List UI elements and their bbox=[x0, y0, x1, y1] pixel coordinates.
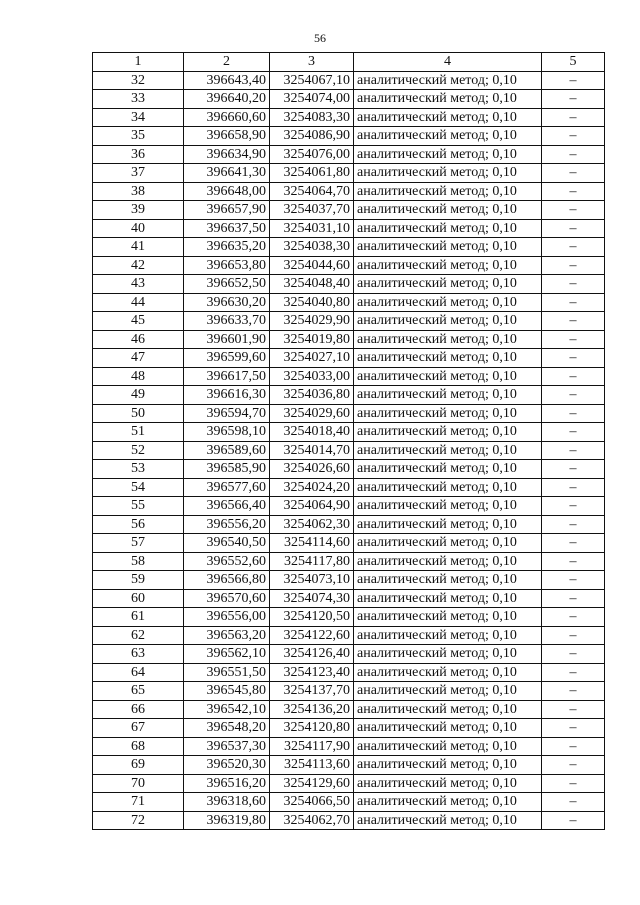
cell-point-number: 68 bbox=[93, 737, 184, 756]
table-row bbox=[93, 256, 605, 275]
table-row bbox=[93, 164, 605, 183]
cell-y-coordinate: 3254126,40 bbox=[270, 645, 354, 664]
cell-note: – bbox=[542, 238, 605, 257]
cell-note: – bbox=[542, 515, 605, 534]
cell-y-coordinate: 3254117,90 bbox=[270, 737, 354, 756]
cell-y-coordinate: 3254062,70 bbox=[270, 811, 354, 830]
table-row bbox=[93, 386, 605, 405]
cell-y-coordinate: 3254014,70 bbox=[270, 441, 354, 460]
cell-y-coordinate: 3254076,00 bbox=[270, 145, 354, 164]
table-row bbox=[93, 71, 605, 90]
cell-x-coordinate: 396648,00 bbox=[184, 182, 270, 201]
cell-y-coordinate: 3254040,80 bbox=[270, 293, 354, 312]
cell-note: – bbox=[542, 793, 605, 812]
cell-point-number: 48 bbox=[93, 367, 184, 386]
cell-note: – bbox=[542, 423, 605, 442]
cell-note: – bbox=[542, 608, 605, 627]
cell-note: – bbox=[542, 349, 605, 368]
table-row bbox=[93, 404, 605, 423]
column-header-point-number: 1 bbox=[93, 53, 184, 72]
cell-method: аналитический метод; 0,10 bbox=[354, 774, 542, 793]
table-row bbox=[93, 756, 605, 775]
cell-method: аналитический метод; 0,10 bbox=[354, 571, 542, 590]
cell-point-number: 47 bbox=[93, 349, 184, 368]
cell-point-number: 33 bbox=[93, 90, 184, 109]
cell-point-number: 36 bbox=[93, 145, 184, 164]
cell-method: аналитический метод; 0,10 bbox=[354, 90, 542, 109]
cell-method: аналитический метод; 0,10 bbox=[354, 534, 542, 553]
cell-method: аналитический метод; 0,10 bbox=[354, 367, 542, 386]
cell-y-coordinate: 3254137,70 bbox=[270, 682, 354, 701]
cell-y-coordinate: 3254086,90 bbox=[270, 127, 354, 146]
cell-point-number: 54 bbox=[93, 478, 184, 497]
cell-note: – bbox=[542, 367, 605, 386]
table-row bbox=[93, 441, 605, 460]
cell-method: аналитический метод; 0,10 bbox=[354, 423, 542, 442]
table-row bbox=[93, 700, 605, 719]
cell-point-number: 44 bbox=[93, 293, 184, 312]
cell-point-number: 46 bbox=[93, 330, 184, 349]
cell-x-coordinate: 396563,20 bbox=[184, 626, 270, 645]
cell-x-coordinate: 396653,80 bbox=[184, 256, 270, 275]
cell-x-coordinate: 396599,60 bbox=[184, 349, 270, 368]
table-row bbox=[93, 238, 605, 257]
cell-x-coordinate: 396552,60 bbox=[184, 552, 270, 571]
cell-note: – bbox=[542, 811, 605, 830]
coordinates-table bbox=[92, 52, 605, 830]
cell-point-number: 41 bbox=[93, 238, 184, 257]
cell-method: аналитический метод; 0,10 bbox=[354, 404, 542, 423]
cell-y-coordinate: 3254114,60 bbox=[270, 534, 354, 553]
cell-y-coordinate: 3254123,40 bbox=[270, 663, 354, 682]
cell-point-number: 58 bbox=[93, 552, 184, 571]
cell-note: – bbox=[542, 127, 605, 146]
cell-method: аналитический метод; 0,10 bbox=[354, 330, 542, 349]
cell-x-coordinate: 396594,70 bbox=[184, 404, 270, 423]
table-row bbox=[93, 460, 605, 479]
cell-x-coordinate: 396551,50 bbox=[184, 663, 270, 682]
cell-point-number: 71 bbox=[93, 793, 184, 812]
cell-point-number: 62 bbox=[93, 626, 184, 645]
cell-x-coordinate: 396570,60 bbox=[184, 589, 270, 608]
cell-note: – bbox=[542, 552, 605, 571]
table-row bbox=[93, 312, 605, 331]
cell-y-coordinate: 3254027,10 bbox=[270, 349, 354, 368]
cell-y-coordinate: 3254019,80 bbox=[270, 330, 354, 349]
cell-note: – bbox=[542, 478, 605, 497]
page-number: 56 bbox=[314, 31, 326, 45]
cell-y-coordinate: 3254064,90 bbox=[270, 497, 354, 516]
cell-method: аналитический метод; 0,10 bbox=[354, 182, 542, 201]
cell-method: аналитический метод; 0,10 bbox=[354, 719, 542, 738]
cell-y-coordinate: 3254036,80 bbox=[270, 386, 354, 405]
table-row bbox=[93, 127, 605, 146]
cell-note: – bbox=[542, 108, 605, 127]
cell-x-coordinate: 396598,10 bbox=[184, 423, 270, 442]
table-row bbox=[93, 589, 605, 608]
cell-x-coordinate: 396516,20 bbox=[184, 774, 270, 793]
cell-y-coordinate: 3254031,10 bbox=[270, 219, 354, 238]
cell-y-coordinate: 3254074,30 bbox=[270, 589, 354, 608]
cell-note: – bbox=[542, 534, 605, 553]
table-row bbox=[93, 737, 605, 756]
cell-note: – bbox=[542, 682, 605, 701]
table-row bbox=[93, 423, 605, 442]
cell-method: аналитический метод; 0,10 bbox=[354, 645, 542, 664]
table-row bbox=[93, 811, 605, 830]
cell-method: аналитический метод; 0,10 bbox=[354, 71, 542, 90]
cell-point-number: 52 bbox=[93, 441, 184, 460]
table-row bbox=[93, 682, 605, 701]
cell-point-number: 42 bbox=[93, 256, 184, 275]
table-row bbox=[93, 145, 605, 164]
cell-method: аналитический метод; 0,10 bbox=[354, 108, 542, 127]
cell-method: аналитический метод; 0,10 bbox=[354, 312, 542, 331]
cell-y-coordinate: 3254038,30 bbox=[270, 238, 354, 257]
cell-y-coordinate: 3254026,60 bbox=[270, 460, 354, 479]
table-row bbox=[93, 108, 605, 127]
cell-y-coordinate: 3254083,30 bbox=[270, 108, 354, 127]
cell-note: – bbox=[542, 589, 605, 608]
table-row bbox=[93, 515, 605, 534]
cell-note: – bbox=[542, 645, 605, 664]
column-header-note: 5 bbox=[542, 53, 605, 72]
cell-x-coordinate: 396562,10 bbox=[184, 645, 270, 664]
cell-y-coordinate: 3254074,00 bbox=[270, 90, 354, 109]
cell-point-number: 57 bbox=[93, 534, 184, 553]
cell-note: – bbox=[542, 497, 605, 516]
cell-note: – bbox=[542, 71, 605, 90]
cell-point-number: 35 bbox=[93, 127, 184, 146]
cell-note: – bbox=[542, 145, 605, 164]
cell-method: аналитический метод; 0,10 bbox=[354, 608, 542, 627]
cell-note: – bbox=[542, 90, 605, 109]
cell-method: аналитический метод; 0,10 bbox=[354, 349, 542, 368]
cell-y-coordinate: 3254073,10 bbox=[270, 571, 354, 590]
cell-point-number: 59 bbox=[93, 571, 184, 590]
cell-point-number: 55 bbox=[93, 497, 184, 516]
cell-method: аналитический метод; 0,10 bbox=[354, 460, 542, 479]
cell-method: аналитический метод; 0,10 bbox=[354, 756, 542, 775]
cell-method: аналитический метод; 0,10 bbox=[354, 293, 542, 312]
cell-method: аналитический метод; 0,10 bbox=[354, 682, 542, 701]
cell-method: аналитический метод; 0,10 bbox=[354, 589, 542, 608]
cell-point-number: 51 bbox=[93, 423, 184, 442]
table-row bbox=[93, 182, 605, 201]
cell-point-number: 45 bbox=[93, 312, 184, 331]
cell-note: – bbox=[542, 330, 605, 349]
cell-y-coordinate: 3254029,90 bbox=[270, 312, 354, 331]
cell-x-coordinate: 396548,20 bbox=[184, 719, 270, 738]
table-row bbox=[93, 571, 605, 590]
table-row bbox=[93, 478, 605, 497]
cell-method: аналитический метод; 0,10 bbox=[354, 219, 542, 238]
cell-point-number: 70 bbox=[93, 774, 184, 793]
cell-method: аналитический метод; 0,10 bbox=[354, 737, 542, 756]
cell-note: – bbox=[542, 626, 605, 645]
cell-x-coordinate: 396540,50 bbox=[184, 534, 270, 553]
cell-y-coordinate: 3254044,60 bbox=[270, 256, 354, 275]
cell-point-number: 65 bbox=[93, 682, 184, 701]
cell-point-number: 61 bbox=[93, 608, 184, 627]
cell-point-number: 53 bbox=[93, 460, 184, 479]
cell-x-coordinate: 396566,80 bbox=[184, 571, 270, 590]
table-row bbox=[93, 330, 605, 349]
cell-x-coordinate: 396585,90 bbox=[184, 460, 270, 479]
cell-note: – bbox=[542, 164, 605, 183]
cell-method: аналитический метод; 0,10 bbox=[354, 441, 542, 460]
cell-x-coordinate: 396637,50 bbox=[184, 219, 270, 238]
cell-method: аналитический метод; 0,10 bbox=[354, 275, 542, 294]
cell-method: аналитический метод; 0,10 bbox=[354, 127, 542, 146]
cell-y-coordinate: 3254120,80 bbox=[270, 719, 354, 738]
table-row bbox=[93, 645, 605, 664]
cell-y-coordinate: 3254064,70 bbox=[270, 182, 354, 201]
cell-x-coordinate: 396577,60 bbox=[184, 478, 270, 497]
table-row bbox=[93, 626, 605, 645]
cell-y-coordinate: 3254029,60 bbox=[270, 404, 354, 423]
cell-x-coordinate: 396319,80 bbox=[184, 811, 270, 830]
cell-y-coordinate: 3254136,20 bbox=[270, 700, 354, 719]
cell-y-coordinate: 3254122,60 bbox=[270, 626, 354, 645]
cell-method: аналитический метод; 0,10 bbox=[354, 811, 542, 830]
cell-method: аналитический метод; 0,10 bbox=[354, 700, 542, 719]
cell-method: аналитический метод; 0,10 bbox=[354, 497, 542, 516]
cell-x-coordinate: 396556,00 bbox=[184, 608, 270, 627]
cell-y-coordinate: 3254024,20 bbox=[270, 478, 354, 497]
cell-method: аналитический метод; 0,10 bbox=[354, 201, 542, 220]
cell-y-coordinate: 3254113,60 bbox=[270, 756, 354, 775]
cell-x-coordinate: 396652,50 bbox=[184, 275, 270, 294]
cell-point-number: 39 bbox=[93, 201, 184, 220]
cell-x-coordinate: 396633,70 bbox=[184, 312, 270, 331]
cell-method: аналитический метод; 0,10 bbox=[354, 478, 542, 497]
cell-point-number: 60 bbox=[93, 589, 184, 608]
cell-note: – bbox=[542, 201, 605, 220]
cell-method: аналитический метод; 0,10 bbox=[354, 515, 542, 534]
cell-note: – bbox=[542, 774, 605, 793]
cell-x-coordinate: 396660,60 bbox=[184, 108, 270, 127]
cell-point-number: 64 bbox=[93, 663, 184, 682]
column-header-method: 4 bbox=[354, 53, 542, 72]
cell-note: – bbox=[542, 182, 605, 201]
cell-x-coordinate: 396318,60 bbox=[184, 793, 270, 812]
cell-point-number: 56 bbox=[93, 515, 184, 534]
cell-x-coordinate: 396641,30 bbox=[184, 164, 270, 183]
cell-point-number: 67 bbox=[93, 719, 184, 738]
cell-x-coordinate: 396643,40 bbox=[184, 71, 270, 90]
cell-note: – bbox=[542, 275, 605, 294]
table-row bbox=[93, 608, 605, 627]
cell-y-coordinate: 3254033,00 bbox=[270, 367, 354, 386]
cell-note: – bbox=[542, 441, 605, 460]
table-row bbox=[93, 719, 605, 738]
cell-point-number: 38 bbox=[93, 182, 184, 201]
table-row bbox=[93, 552, 605, 571]
table-row bbox=[93, 497, 605, 516]
table-header bbox=[93, 53, 605, 72]
table-row bbox=[93, 293, 605, 312]
cell-y-coordinate: 3254018,40 bbox=[270, 423, 354, 442]
cell-y-coordinate: 3254067,10 bbox=[270, 71, 354, 90]
cell-y-coordinate: 3254048,40 bbox=[270, 275, 354, 294]
table-row bbox=[93, 275, 605, 294]
cell-y-coordinate: 3254062,30 bbox=[270, 515, 354, 534]
cell-x-coordinate: 396640,20 bbox=[184, 90, 270, 109]
table-row bbox=[93, 663, 605, 682]
cell-x-coordinate: 396542,10 bbox=[184, 700, 270, 719]
cell-note: – bbox=[542, 293, 605, 312]
cell-note: – bbox=[542, 571, 605, 590]
header-row bbox=[93, 53, 605, 72]
cell-x-coordinate: 396630,20 bbox=[184, 293, 270, 312]
cell-method: аналитический метод; 0,10 bbox=[354, 238, 542, 257]
table-row bbox=[93, 793, 605, 812]
cell-x-coordinate: 396545,80 bbox=[184, 682, 270, 701]
cell-x-coordinate: 396537,30 bbox=[184, 737, 270, 756]
cell-x-coordinate: 396635,20 bbox=[184, 238, 270, 257]
table-row bbox=[93, 367, 605, 386]
cell-method: аналитический метод; 0,10 bbox=[354, 552, 542, 571]
cell-note: – bbox=[542, 460, 605, 479]
cell-point-number: 40 bbox=[93, 219, 184, 238]
cell-y-coordinate: 3254066,50 bbox=[270, 793, 354, 812]
cell-note: – bbox=[542, 256, 605, 275]
cell-note: – bbox=[542, 312, 605, 331]
cell-y-coordinate: 3254117,80 bbox=[270, 552, 354, 571]
cell-point-number: 66 bbox=[93, 700, 184, 719]
table-body bbox=[93, 71, 605, 830]
cell-x-coordinate: 396589,60 bbox=[184, 441, 270, 460]
cell-note: – bbox=[542, 719, 605, 738]
cell-note: – bbox=[542, 404, 605, 423]
cell-x-coordinate: 396601,90 bbox=[184, 330, 270, 349]
cell-x-coordinate: 396520,30 bbox=[184, 756, 270, 775]
cell-x-coordinate: 396657,90 bbox=[184, 201, 270, 220]
cell-point-number: 34 bbox=[93, 108, 184, 127]
cell-method: аналитический метод; 0,10 bbox=[354, 663, 542, 682]
cell-x-coordinate: 396616,30 bbox=[184, 386, 270, 405]
cell-point-number: 49 bbox=[93, 386, 184, 405]
cell-note: – bbox=[542, 756, 605, 775]
cell-note: – bbox=[542, 386, 605, 405]
cell-point-number: 63 bbox=[93, 645, 184, 664]
cell-point-number: 43 bbox=[93, 275, 184, 294]
cell-point-number: 69 bbox=[93, 756, 184, 775]
cell-note: – bbox=[542, 219, 605, 238]
cell-y-coordinate: 3254061,80 bbox=[270, 164, 354, 183]
cell-x-coordinate: 396658,90 bbox=[184, 127, 270, 146]
cell-x-coordinate: 396634,90 bbox=[184, 145, 270, 164]
column-header-y: 3 bbox=[270, 53, 354, 72]
cell-note: – bbox=[542, 663, 605, 682]
cell-method: аналитический метод; 0,10 bbox=[354, 626, 542, 645]
cell-point-number: 37 bbox=[93, 164, 184, 183]
table-row bbox=[93, 774, 605, 793]
cell-note: – bbox=[542, 700, 605, 719]
cell-y-coordinate: 3254120,50 bbox=[270, 608, 354, 627]
cell-x-coordinate: 396617,50 bbox=[184, 367, 270, 386]
cell-y-coordinate: 3254037,70 bbox=[270, 201, 354, 220]
cell-x-coordinate: 396556,20 bbox=[184, 515, 270, 534]
table-row bbox=[93, 534, 605, 553]
cell-note: – bbox=[542, 737, 605, 756]
cell-y-coordinate: 3254129,60 bbox=[270, 774, 354, 793]
table-row bbox=[93, 219, 605, 238]
cell-method: аналитический метод; 0,10 bbox=[354, 164, 542, 183]
cell-method: аналитический метод; 0,10 bbox=[354, 386, 542, 405]
table-row bbox=[93, 90, 605, 109]
cell-method: аналитический метод; 0,10 bbox=[354, 256, 542, 275]
table-row bbox=[93, 201, 605, 220]
cell-x-coordinate: 396566,40 bbox=[184, 497, 270, 516]
column-header-x: 2 bbox=[184, 53, 270, 72]
cell-point-number: 50 bbox=[93, 404, 184, 423]
cell-point-number: 72 bbox=[93, 811, 184, 830]
cell-method: аналитический метод; 0,10 bbox=[354, 145, 542, 164]
table-row bbox=[93, 349, 605, 368]
cell-point-number: 32 bbox=[93, 71, 184, 90]
cell-method: аналитический метод; 0,10 bbox=[354, 793, 542, 812]
